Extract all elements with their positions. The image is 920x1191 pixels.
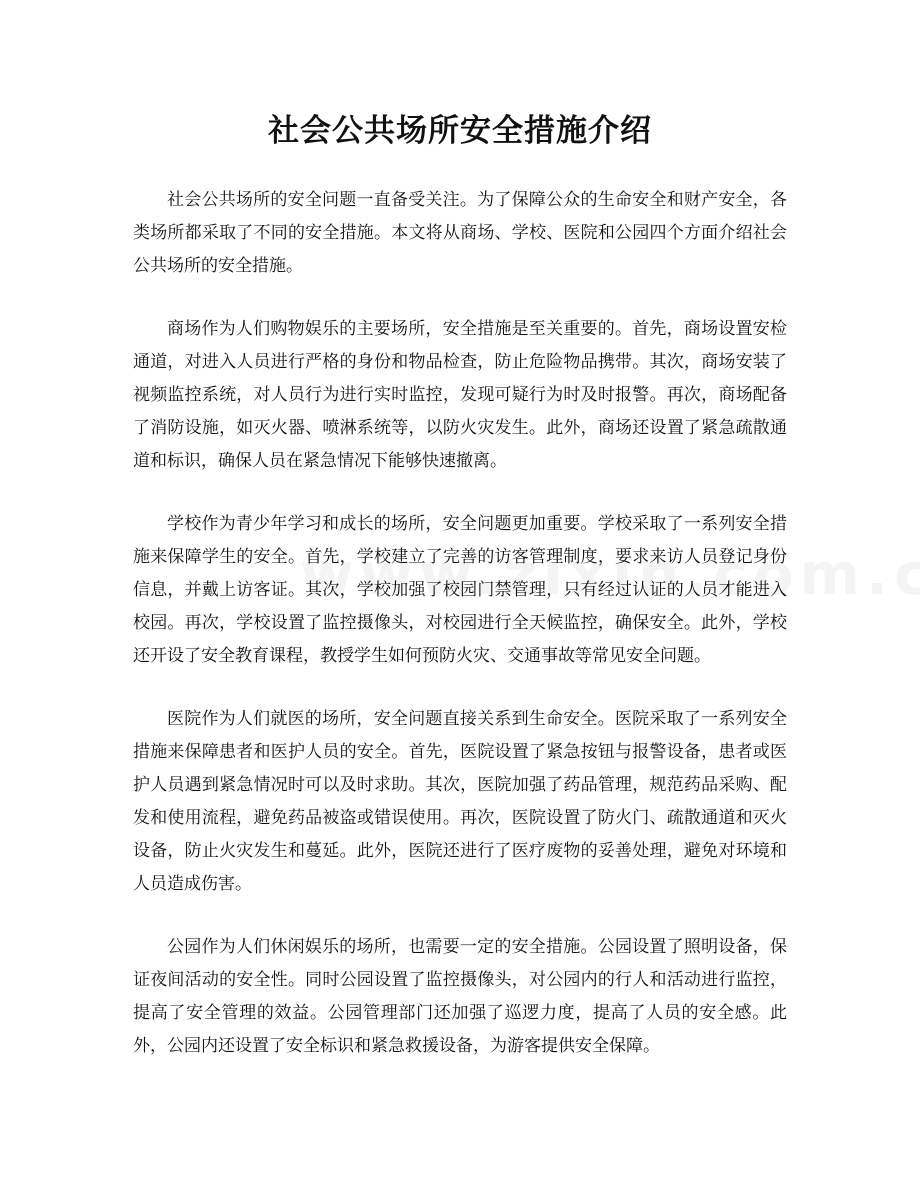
paragraph-mall: 商场作为人们购物娱乐的主要场所，安全措施是至关重要的。首先，商场设置安检通道，对进入人员进行严格的身份和物品检查，防止危险物品携带。其次，商场安装了视频监控系统，对人员行为进行实时监控，发现可疑行为时及时报警。再次，商场配备了消防设施，如灭火器、喷淋系统等，以防火灾发生。此外，商场还设置了紧急疏散通道和标识，确保人员在紧急情况下能够快速撤离。 xyxy=(133,319,787,471)
paragraph-hospital: 医院作为人们就医的场所，安全问题直接关系到生命安全。医院采取了一系列安全措施来保障患者和医护人员的安全。首先，医院设置了紧急按钮与报警设备，患者或医护人员遇到紧急情况时可以及时求助。其次，医院加强了药品管理，规范药品采购、配发和使用流程，避免药品被盗或错误使用。再次，医院设置了防火门、疏散通道和灭火设备，防止火灾发生和蔓延。此外，医院还进行了医疗废物的妥善处理，避免对环境和人员造成伤害。 xyxy=(133,709,787,894)
document-title: 社会公共场所安全措施介绍 xyxy=(268,113,652,149)
document-body xyxy=(133,184,787,1093)
paragraph-school: 学校作为青少年学习和成长的场所，安全问题更加重要。学校采取了一系列安全措施来保障学生的安全。首先，学校建立了完善的访客管理制度，要求来访人员登记身份信息，并戴上访客证。其次，学校加强了校园门禁管理，只有经过认证的人员才能进入校园。再次，学校设置了监控摄像头，对校园进行全天候监控，确保安全。此外，学校还开设了安全教育课程，教授学生如何预防火灾、交通事故等常见安全问题。 xyxy=(133,514,787,666)
paragraph-park: 公园作为人们休闲娱乐的场所，也需要一定的安全措施。公园设置了照明设备，保证夜间活动的安全性。同时公园设置了监控摄像头，对公园内的行人和活动进行监控，提高了安全管理的效益。公园管理部门还加强了巡逻力度，提高了人员的安全感。此外，公园内还设置了安全标识和紧急救援设备，为游客提供安全保障。 xyxy=(133,937,787,1056)
paragraph-intro: 社会公共场所的安全问题一直备受关注。为了保障公众的生命安全和财产安全，各类场所都采取了不同的安全措施。本文将从商场、学校、医院和公园四个方面介绍社会公共场所的安全措施。 xyxy=(133,190,787,276)
